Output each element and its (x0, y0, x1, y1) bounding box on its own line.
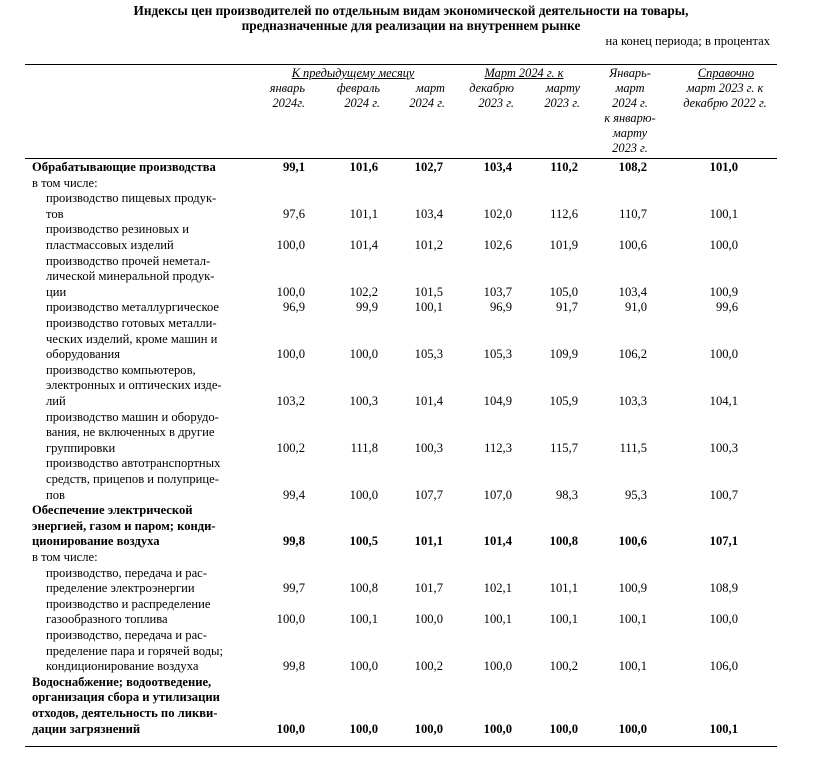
header-col-mar (385, 81, 445, 111)
row-label-line: производство прочей неметал- (46, 253, 211, 268)
row-value: 100,3 (349, 394, 378, 408)
row-value: 102,2 (349, 284, 378, 299)
header-col-janmar-line4: к январю- (604, 111, 656, 125)
row-value: 101,4 (414, 394, 443, 408)
row-value: 100,2 (549, 659, 578, 674)
units-note: на конец периода; в процентах (605, 34, 770, 48)
header-col-dec (450, 81, 514, 111)
header-col-janmar (592, 66, 668, 156)
row-value: 107,0 (483, 487, 512, 502)
row-value: 100,8 (349, 581, 378, 596)
row-value: 100,9 (618, 581, 647, 596)
row-value: 99,4 (282, 487, 305, 502)
row-value: 103,2 (276, 394, 305, 408)
row-value: 101,0 (709, 160, 738, 174)
row-value: 98,3 (555, 487, 578, 502)
row-value: 101,4 (483, 534, 512, 549)
row-value: 100,0 (709, 612, 738, 627)
row-value: 100,6 (618, 238, 647, 252)
row-value: 100,0 (276, 284, 305, 299)
row-value: 100,2 (276, 440, 305, 455)
row-value: 100,1 (618, 659, 647, 674)
row-value: 115,7 (550, 440, 578, 455)
row-value: 107,7 (414, 487, 443, 502)
row-value: 100,1 (618, 612, 647, 627)
row-value: 100,0 (549, 721, 578, 736)
row-label-line: отходов, деятельность по ликви- (32, 706, 218, 720)
row-label-line: оборудования (46, 347, 120, 362)
row-value: 100,1 (709, 206, 738, 221)
row-value: 101,2 (414, 238, 443, 252)
row-value: 100,0 (276, 721, 305, 736)
row-value: 103,4 (414, 206, 443, 221)
row-value: 91,0 (624, 300, 647, 315)
row-label-line: Обрабатывающие производства (32, 160, 216, 174)
row-label-line: кондиционирование воздуха (46, 659, 199, 674)
row-value: 100,8 (549, 534, 578, 549)
header-col-jan (240, 81, 305, 111)
header-reference-label: Справочно (697, 66, 755, 80)
row-label-line: ции (46, 284, 67, 299)
header-col-ref-line2: декабрю 2022 г. (683, 96, 767, 110)
row-label-line: пов (46, 487, 65, 502)
row-value: 108,2 (618, 160, 647, 174)
row-value: 100,9 (709, 284, 738, 299)
row-value: 111,8 (350, 440, 378, 455)
row-value: 101,7 (414, 581, 443, 596)
header-col-mar-line1: март (415, 81, 445, 95)
row-value: 100,1 (349, 612, 378, 627)
row-value: 100,7 (709, 487, 738, 502)
row-label-line: производство и распределение (46, 596, 211, 611)
header-col-mar23 (520, 81, 580, 111)
row-value: 100,0 (276, 612, 305, 627)
header-col-jan-line1: январь (269, 81, 305, 95)
row-value: 103,3 (618, 394, 647, 408)
row-label-line: Обеспечение электрической (32, 503, 193, 518)
row-value: 101,1 (549, 581, 578, 596)
row-value: 105,9 (549, 394, 578, 408)
row-value: 101,9 (549, 238, 578, 252)
row-value: 100,0 (349, 347, 378, 362)
row-value: 100,3 (414, 440, 443, 455)
row-label-line: производство, передача и рас- (46, 628, 207, 642)
row-value: 106,0 (709, 659, 738, 674)
row-label-line: ческих изделий, кроме машин и (46, 331, 218, 346)
row-value: 100,6 (618, 534, 647, 549)
row-value: 110,7 (619, 206, 647, 221)
row-label-line: энергией, газом и паром; конди- (32, 518, 216, 533)
header-col-feb-line1: февраль (336, 81, 380, 95)
row-label-line: лической минеральной продук- (46, 269, 215, 284)
row-value: 100,0 (618, 721, 647, 736)
row-value: 91,7 (555, 300, 578, 315)
table-bottom-rule (25, 746, 777, 747)
row-label-line: производство пищевых продук- (46, 191, 217, 206)
row-value: 111,5 (619, 440, 647, 455)
header-col-janmar-line5: марту (612, 126, 648, 140)
header-col-janmar-line1: Январь- (609, 66, 651, 80)
row-value: 100,0 (349, 659, 378, 674)
row-label-line: газообразного топлива (46, 612, 168, 627)
row-label-line: Водоснабжение; водоотведение, (32, 674, 212, 689)
row-value: 104,9 (483, 394, 512, 408)
header-group-prev-month: К предыдущему месяцу (291, 66, 415, 80)
row-value: 102,7 (414, 160, 443, 174)
header-col-reference (668, 81, 782, 111)
row-value: 101,1 (349, 206, 378, 221)
row-value: 101,1 (414, 534, 443, 549)
row-value: 108,9 (709, 581, 738, 596)
row-label-line: производство металлургическое (46, 300, 219, 315)
row-value: 100,0 (276, 347, 305, 362)
row-value: 100,1 (483, 612, 512, 627)
header-col-feb (315, 81, 380, 111)
row-value: 101,5 (414, 284, 443, 299)
row-value: 103,7 (483, 284, 512, 299)
row-value: 99,8 (282, 534, 305, 549)
row-label-line: электронных и оптических изде- (46, 378, 222, 393)
row-value: 112,6 (550, 206, 578, 221)
row-value: 101,4 (349, 238, 378, 252)
row-label-line: пределение электроэнергии (46, 581, 195, 596)
row-value: 103,4 (618, 284, 647, 299)
row-label-line: ционирование воздуха (32, 534, 160, 549)
row-value: 97,6 (282, 206, 305, 221)
header-group-march-to: Март 2024 г. к (484, 66, 564, 80)
row-value: 112,3 (484, 440, 512, 455)
row-value: 100,0 (709, 238, 738, 252)
header-col-jan-line2: 2024г. (272, 96, 305, 110)
row-value: 96,9 (282, 300, 305, 315)
row-label-line: производство, передача и рас- (46, 565, 207, 580)
row-value: 102,1 (483, 581, 512, 596)
header-col-janmar-line3: 2024 г. (612, 96, 648, 110)
row-value: 96,9 (489, 300, 512, 315)
row-label-line: в том числе: (32, 550, 98, 564)
row-label-line: производство автотранспортных (46, 456, 221, 471)
row-value: 105,3 (414, 347, 443, 362)
row-value: 100,0 (483, 659, 512, 674)
row-value: 110,2 (550, 160, 578, 174)
header-col-mar23-line1: марту (545, 81, 580, 95)
header-col-feb-line2: 2024 г. (344, 96, 380, 110)
row-label-line: производство готовых металли- (46, 316, 217, 330)
row-label-line: в том числе: (32, 175, 98, 190)
row-value: 100,1 (709, 721, 738, 736)
row-label-line: группировки (46, 440, 116, 455)
row-value: 100,3 (709, 440, 738, 455)
header-col-janmar-line6: 2023 г. (612, 141, 648, 155)
row-value: 107,1 (709, 534, 738, 549)
header-col-janmar-line2: март (615, 81, 645, 95)
row-value: 100,1 (414, 300, 443, 315)
row-value: 106,2 (618, 347, 647, 362)
row-value: 100,0 (414, 612, 443, 627)
row-value: 100,0 (349, 721, 378, 736)
row-value: 100,0 (276, 238, 305, 252)
row-label-line: пределение пара и горячей воды; (46, 643, 224, 658)
row-value: 101,6 (349, 160, 378, 174)
row-value: 103,4 (483, 160, 512, 174)
row-label-line: организация сбора и утилизации (32, 690, 220, 705)
row-label-line: средств, прицепов и полуприце- (46, 472, 219, 486)
row-label-line: тов (46, 206, 64, 221)
header-col-dec-line1: декабрю (469, 81, 514, 95)
row-label-line: пластмассовых изделий (46, 238, 174, 252)
header-col-dec-line2: 2023 г. (478, 96, 514, 110)
row-label-line: лий (46, 394, 66, 408)
row-label-line: дации загрязнений (32, 721, 141, 736)
row-value: 105,0 (549, 284, 578, 299)
row-value: 100,5 (349, 534, 378, 549)
table-top-rule (25, 64, 777, 65)
header-col-ref-line1: март 2023 г. к (686, 81, 764, 95)
row-value: 99,1 (282, 160, 305, 174)
row-value: 100,0 (349, 487, 378, 502)
header-col-mar23-line2: 2023 г. (544, 96, 580, 110)
table-title-line-2: предназначенные для реализации на внутреннем рынке (241, 18, 581, 33)
row-value: 109,9 (549, 347, 578, 362)
row-label-line: производство машин и оборудо- (46, 409, 219, 424)
row-value: 99,6 (715, 300, 738, 315)
row-value: 99,8 (282, 659, 305, 674)
header-col-mar-line2: 2024 г. (409, 96, 445, 110)
table-title-line-1: Индексы цен производителей по отдельным видам экономической деятельности на товары, (133, 3, 689, 18)
header-bottom-rule (25, 158, 777, 159)
row-value: 100,0 (414, 721, 443, 736)
row-value: 99,7 (282, 581, 305, 596)
row-value: 104,1 (709, 394, 738, 408)
row-value: 102,6 (483, 238, 512, 252)
row-value: 99,9 (355, 300, 378, 315)
row-value: 100,1 (549, 612, 578, 627)
row-label-line: вания, не включенных в другие (46, 425, 215, 440)
row-value: 100,0 (483, 721, 512, 736)
row-value: 105,3 (483, 347, 512, 362)
row-value: 100,2 (414, 659, 443, 674)
row-value: 95,3 (624, 487, 647, 502)
row-value: 100,0 (709, 347, 738, 362)
row-label-line: производство компьютеров, (46, 362, 196, 377)
row-label-line: производство резиновых и (46, 222, 190, 237)
row-value: 102,0 (483, 206, 512, 221)
